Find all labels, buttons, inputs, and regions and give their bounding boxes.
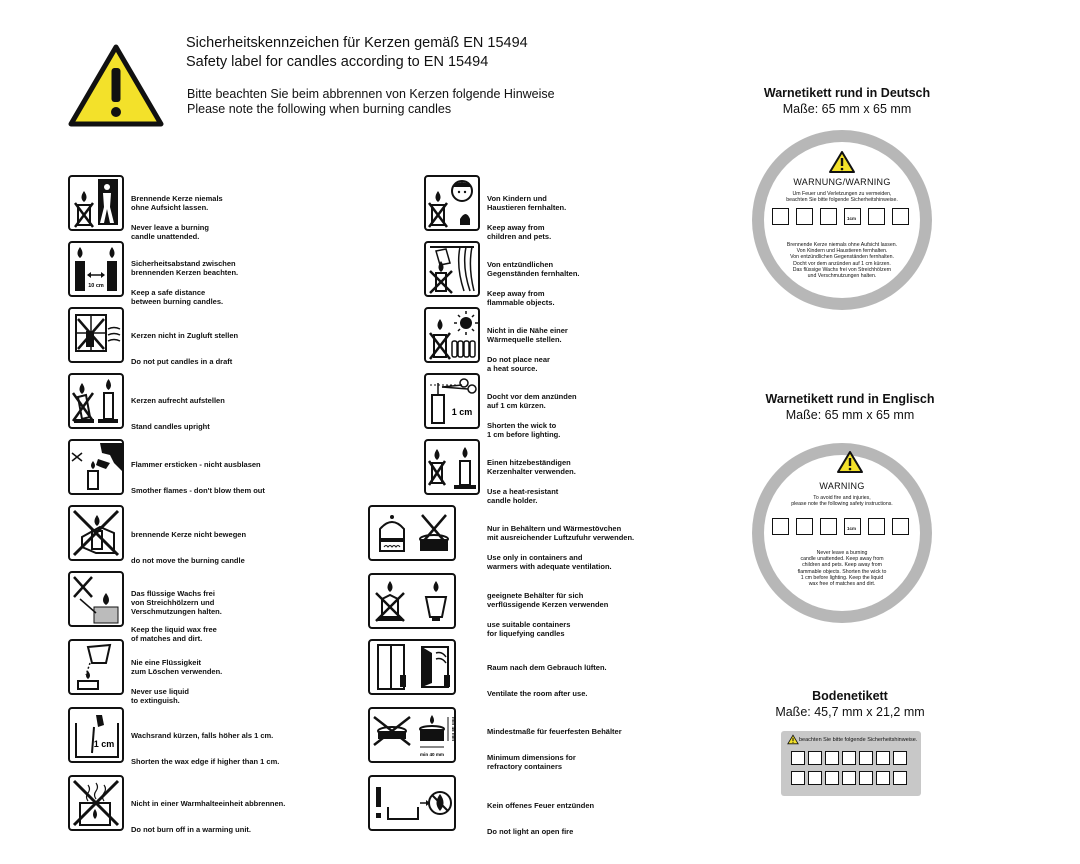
- wick-trim-icon: 1cm: [844, 208, 861, 225]
- mid-item-text: Von Kindern und Haustieren fernhalten. Keep away from children and pets.: [487, 194, 567, 241]
- warning-triangle-icon: [787, 734, 799, 745]
- left-item-text: Kerzen aufrecht aufstellen Stand candles upright: [131, 396, 225, 431]
- min-height-label: min 45 mm: [451, 717, 456, 741]
- de-label-intro: Um Feuer und Verletzungen zu vermeiden, beachten Sie bitte folgende Sicherheitshinweise.: [786, 191, 898, 204]
- mid-item-text: Kein offenes Feuer entzünden Do not light an open fire: [487, 801, 595, 836]
- upright-candle-icon: [842, 751, 856, 765]
- en-round-label: [752, 443, 932, 623]
- children-pets-icon: [424, 175, 480, 231]
- children-pets-icon: [796, 518, 813, 535]
- de-label-body: Brennende Kerze niemals ohne Aufsicht lassen. Von Kindern und Haustieren fernhalten. Von entzündlichen Gegenständen fernhalten. Docht vor dem anzünden auf 1 cm kürzen. Das flüssige Wachs frei von Streichhölzern und Verschmutzungen halten.: [786, 242, 898, 280]
- de-label-dims: Maße: 65 mm x 65 mm: [782, 102, 912, 116]
- wick-trim-icon: [424, 373, 480, 429]
- de-label-heading: WARNUNG/WARNING: [793, 177, 891, 187]
- left-item-text: Nie eine Flüssigkeit zum Löschen verwenden. Never use liquid to extinguish.: [131, 658, 223, 705]
- smother-flame-icon: [859, 751, 873, 765]
- bottom-label-text: beachten Sie bitte folgende Sicherheitshinweise.: [799, 737, 918, 743]
- mid-item-text: Mindestmaße für feuerfesten Behälter Minimum dimensions for refractory containers: [487, 727, 622, 771]
- smother-flame-icon: [68, 439, 124, 495]
- draft-icon: [825, 751, 839, 765]
- de-round-label: [752, 130, 932, 310]
- left-item-text: Brennende Kerze niemals ohne Aufsicht lassen. Never leave a burning candle unattended.: [131, 194, 223, 241]
- heat-resistant-holder-icon: [893, 771, 907, 785]
- no-move-candle-icon: [876, 751, 890, 765]
- no-liquid-icon: [892, 208, 909, 225]
- wax-edge-icon: [808, 771, 822, 785]
- note-de: Bitte beachten Sie beim abbrennen von Kerzen folgende Hinweise: [187, 87, 555, 101]
- wick-label: 1 cm: [451, 407, 473, 417]
- no-matches-icon: [868, 518, 885, 535]
- suitable-container-icon: [368, 573, 456, 629]
- left-item-text: Nicht in einer Warmhalteeinheit abbrennen. Do not burn off in a warming unit.: [131, 799, 286, 834]
- min-width-label: min 40 mm: [420, 752, 444, 757]
- unattended-candle-icon: [772, 518, 789, 535]
- safe-distance-icon: [808, 751, 822, 765]
- wax-edge-icon: [68, 707, 124, 763]
- left-item-text: Das flüssige Wachs frei von Streichhölzern und Verschmutzungen halten. Keep the liquid wax free of matches and dirt.: [131, 589, 222, 643]
- mid-item-text: Raum nach dem Gebrauch lüften. Ventilate the room after use.: [487, 663, 607, 698]
- upright-candle-icon: [68, 373, 124, 429]
- wick-trim-icon: [876, 771, 890, 785]
- mid-item-text: Docht vor dem anzünden auf 1 cm kürzen. Shorten the wick to 1 cm before lighting.: [487, 392, 577, 439]
- mid-item-text: Nur in Behältern und Wärmestövchen mit ausreichender Luftzufuhr verwenden. Use only in containers and warmers with adequate ventilation.: [487, 524, 635, 571]
- left-item-text: Kerzen nicht in Zugluft stellen Do not put candles in a draft: [131, 331, 239, 366]
- no-liquid-icon: [892, 518, 909, 535]
- bottom-label: [781, 731, 921, 796]
- warning-triangle-icon: [68, 44, 164, 128]
- warning-triangle-icon: [836, 450, 864, 474]
- children-pets-icon: [796, 208, 813, 225]
- no-move-candle-icon: [68, 505, 124, 561]
- heat-resistant-holder-icon: [424, 439, 480, 495]
- distance-label: 10 cm: [88, 283, 104, 289]
- no-matches-icon: [868, 208, 885, 225]
- note-en: Please note the following when burning candles: [187, 102, 452, 116]
- flammable-objects-icon: [424, 241, 480, 297]
- children-pets-icon: [825, 771, 839, 785]
- heat-source-icon: [859, 771, 873, 785]
- warning-triangle-icon: [828, 150, 856, 174]
- no-liquid-icon: [791, 771, 805, 785]
- en-label-title: Warnetikett rund in Englisch: [765, 392, 935, 406]
- no-matches-icon: [68, 571, 124, 627]
- left-item-text: Wachsrand kürzen, falls höher als 1 cm. Shorten the wax edge if higher than 1 cm.: [131, 731, 280, 766]
- mid-item-text: Von entzündlichen Gegenständen fernhalten. Keep away from flammable objects.: [487, 260, 580, 307]
- left-item-text: Sicherheitsabstand zwischen brennenden Kerzen beachten. Keep a safe distance between burning candles.: [131, 259, 239, 306]
- min-dimensions-icon: [368, 707, 456, 763]
- mid-item-text: Einen hitzebeständigen Kerzenhalter verwenden. Use a heat-resistant candle holder.: [487, 458, 576, 505]
- no-liquid-icon: [68, 639, 124, 695]
- bottom-label-title: Bodenetikett: [812, 689, 888, 703]
- no-matches-icon: [893, 751, 907, 765]
- en-label-heading: WARNING: [819, 481, 865, 491]
- flammable-objects-icon: [820, 518, 837, 535]
- ventilated-warmer-icon: [368, 505, 456, 561]
- mid-item-text: geeignete Behälter für sich verflüssigende Kerzen verwenden use suitable containers for liquefying candles: [487, 591, 609, 638]
- heat-source-icon: [424, 307, 480, 363]
- wax-edge-label: 1 cm: [93, 739, 115, 749]
- title-de: Sicherheitskennzeichen für Kerzen gemäß EN 15494: [186, 35, 528, 51]
- wick-trim-icon: 1cm: [844, 518, 861, 535]
- header-titles: [186, 34, 528, 72]
- en-label-body: Never leave a burning candle unattended. Keep away from children and pets. Keep away from flammable objects. Shorten the wick to 1 cm before lighting. Keep the liquid wax free of matches and dirt.: [797, 550, 887, 588]
- de-label-title: Warnetikett rund in Deutsch: [763, 86, 931, 100]
- no-warming-unit-icon: [68, 775, 124, 831]
- left-item-text: Flammer ersticken - nicht ausblasen Smother flames - don't blow them out: [131, 460, 265, 495]
- header-notes: [187, 87, 555, 117]
- safe-distance-icon: [68, 241, 124, 297]
- unattended-candle-icon: [772, 208, 789, 225]
- en-label-intro: To avoid fire and injuries, please note the following safety instructions.: [791, 495, 893, 508]
- flammable-objects-icon: [820, 208, 837, 225]
- draft-icon: [68, 307, 124, 363]
- unattended-candle-icon: [68, 175, 124, 231]
- ventilate-room-icon: [368, 639, 456, 695]
- bottom-label-dims: Maße: 45,7 mm x 21,2 mm: [775, 705, 925, 719]
- title-en: Safety label for candles according to EN 15494: [186, 54, 489, 70]
- flammable-objects-icon: [842, 771, 856, 785]
- mid-item-text: Nicht in die Nähe einer Wärmequelle stellen. Do not place near a heat source.: [487, 326, 568, 373]
- left-item-text: brennende Kerze nicht bewegen do not move the burning candle: [131, 530, 247, 565]
- en-label-dims: Maße: 65 mm x 65 mm: [785, 408, 915, 422]
- no-open-fire-icon: [368, 775, 456, 831]
- unattended-candle-icon: [791, 751, 805, 765]
